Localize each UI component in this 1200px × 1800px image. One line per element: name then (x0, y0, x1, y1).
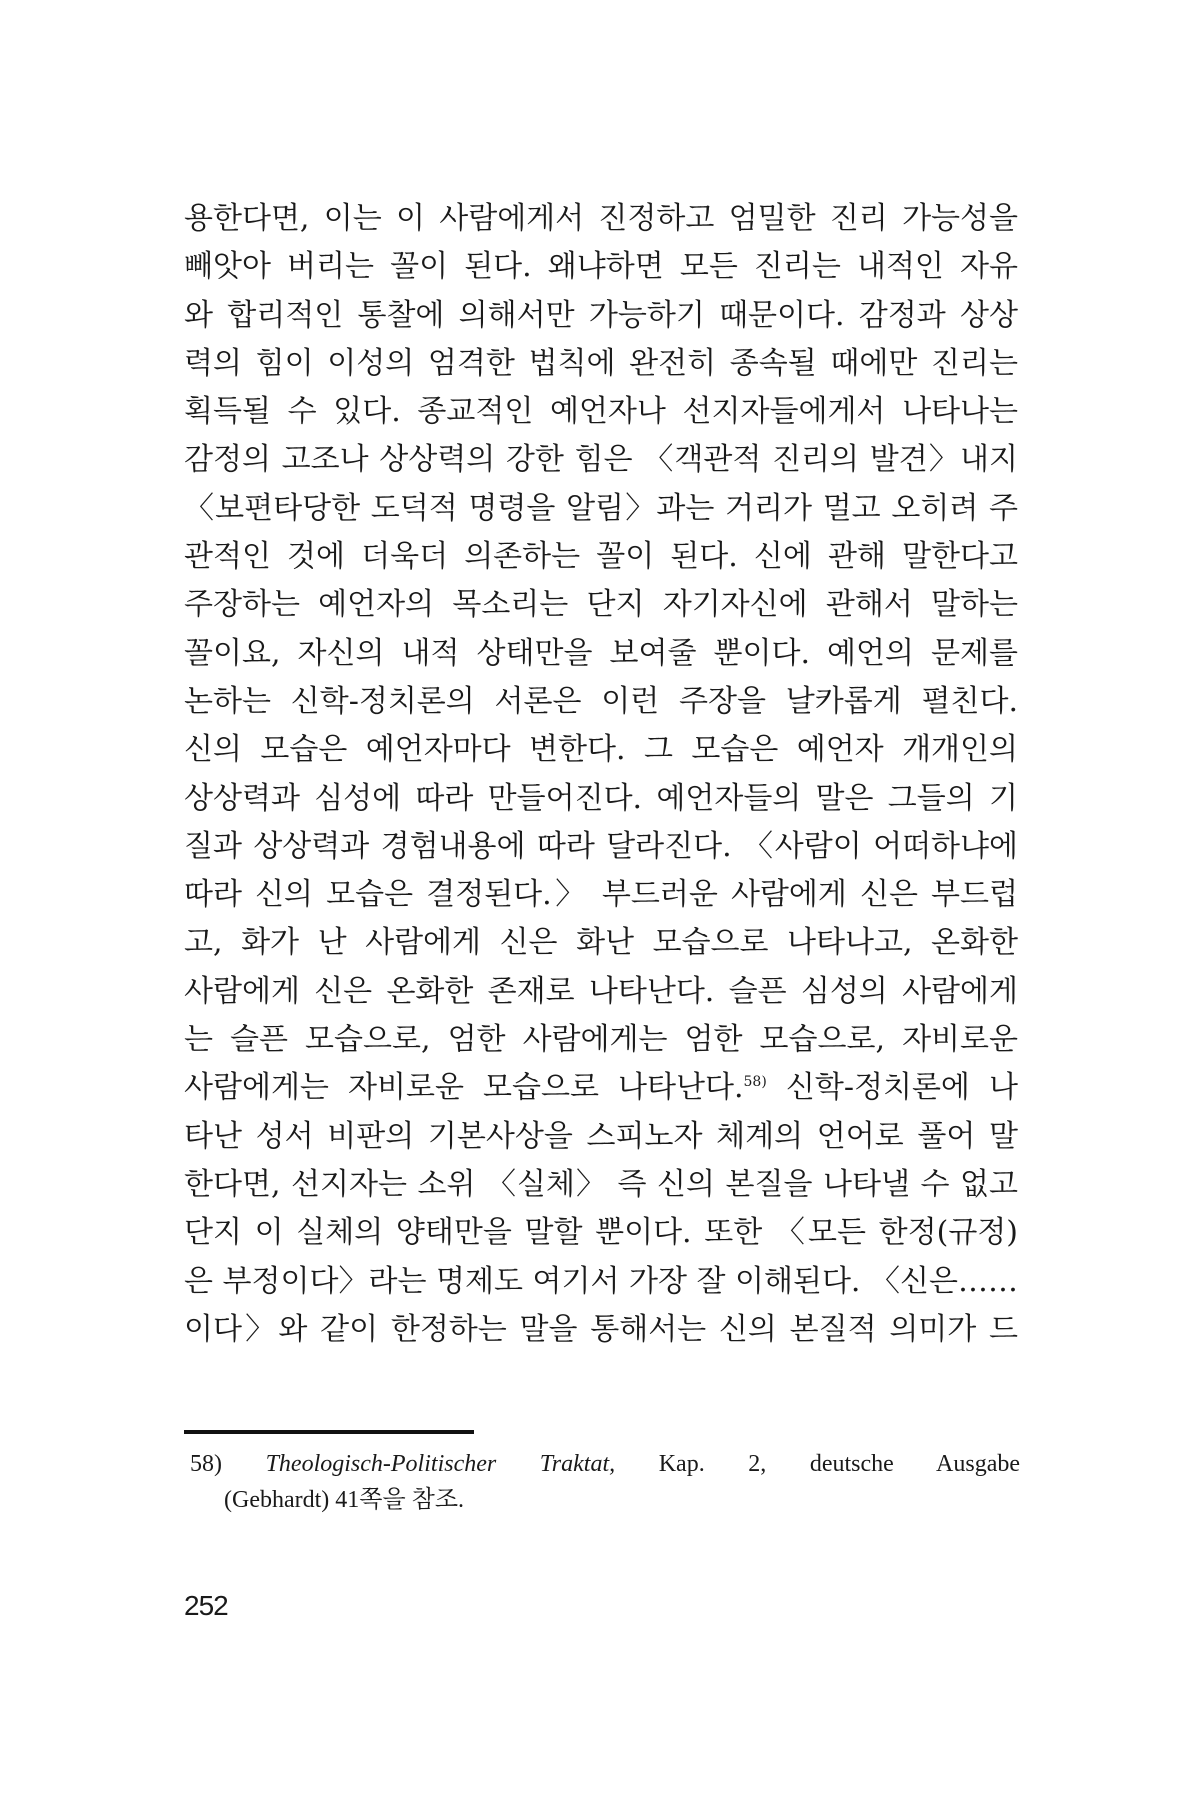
text-line: 고, 화가 난 사람에게 신은 화난 모습으로 나타나고, 온화한 (184, 925, 1018, 961)
text-line: 감정의 고조나 상상력의 강한 힘은 〈객관적 진리의 발견〉내지 (184, 442, 1018, 478)
text-line: 관적인 것에 더욱더 의존하는 꼴이 된다. 신에 관해 말한다고 (184, 539, 1018, 575)
text-line: 타난 성서 비판의 기본사상을 스피노자 체계의 언어로 풀어 말 (184, 1118, 1018, 1154)
footnote-line: (Gebhardt) 41쪽을 참조. (224, 1487, 465, 1513)
text-segment: 사람에게는 자비로운 모습으로 나타난다. (184, 1070, 744, 1106)
text-line: 는 슬픈 모습으로, 엄한 사람에게는 엄한 모습으로, 자비로운 (184, 1022, 1018, 1058)
text-line: 꼴이요, 자신의 내적 상태만을 보여줄 뿐이다. 예언의 문제를 (184, 635, 1018, 671)
footnote-line (190, 1446, 1020, 1482)
text-line: 질과 상상력과 경험내용에 따라 달라진다. 〈사람이 어떠하냐에 (184, 828, 1018, 864)
text-line: 한다면, 선지자는 소위 〈실체〉 즉 신의 본질을 나타낼 수 없고 (184, 1166, 1018, 1202)
footnote-title: Theologisch-Politischer Traktat, (265, 1451, 616, 1477)
text-segment: 신학-정치론에 나 (766, 1070, 1018, 1106)
text-line: 사람에게 신은 온화한 존재로 나타난다. 슬픈 심성의 사람에게 (184, 973, 1018, 1009)
text-line: 상상력과 심성에 따라 만들어진다. 예언자들의 말은 그들의 기 (184, 780, 1018, 816)
footnote-detail: Kap. 2, deutsche Ausgabe (658, 1451, 1021, 1477)
text-line: 와 합리적인 통찰에 의해서만 가능하기 때문이다. 감정과 상상 (184, 297, 1018, 333)
footnote-number: 58) (190, 1451, 222, 1477)
text-line: 단지 이 실체의 양태만을 말할 뿐이다. 또한 〈모든 한정(규정) (184, 1215, 1018, 1251)
text-line: 용한다면, 이는 이 사람에게서 진정하고 엄밀한 진리 가능성을 (184, 201, 1018, 236)
text-line: 력의 힘이 이성의 엄격한 법칙에 완전히 종속될 때에만 진리는 (184, 345, 1018, 381)
text-line: 〈보편타당한 도덕적 명령을 알림〉과는 거리가 멀고 오히려 주 (184, 490, 1018, 526)
text-line: 빼앗아 버리는 꼴이 된다. 왜냐하면 모든 진리는 내적인 자유 (184, 249, 1018, 285)
footnote-reference: 58) (743, 1074, 767, 1091)
text-line: 따라 신의 모습은 결정된다.〉 부드러운 사람에게 신은 부드럽 (184, 877, 1018, 913)
body-text (184, 195, 1018, 1354)
text-line: 은 부정이다〉라는 명제도 여기서 가장 잘 이해된다. 〈신은…… (184, 1263, 1018, 1299)
text-line-with-footnote-ref (184, 1064, 1018, 1112)
footnote (190, 1446, 1020, 1518)
text-line: 주장하는 예언자의 목소리는 단지 자기자신에 관해서 말하는 (184, 587, 1018, 623)
page-number: 252 (184, 1590, 228, 1621)
text-line: 이다〉와 같이 한정하는 말을 통해서는 신의 본질적 의미가 드 (184, 1311, 1018, 1347)
footnote-divider (184, 1430, 474, 1434)
text-line: 획득될 수 있다. 종교적인 예언자나 선지자들에게서 나타나는 (184, 394, 1018, 430)
text-line: 논하는 신학-정치론의 서론은 이런 주장을 날카롭게 펼친다. (184, 683, 1018, 719)
text-line: 신의 모습은 예언자마다 변한다. 그 모습은 예언자 개개인의 (184, 732, 1018, 768)
